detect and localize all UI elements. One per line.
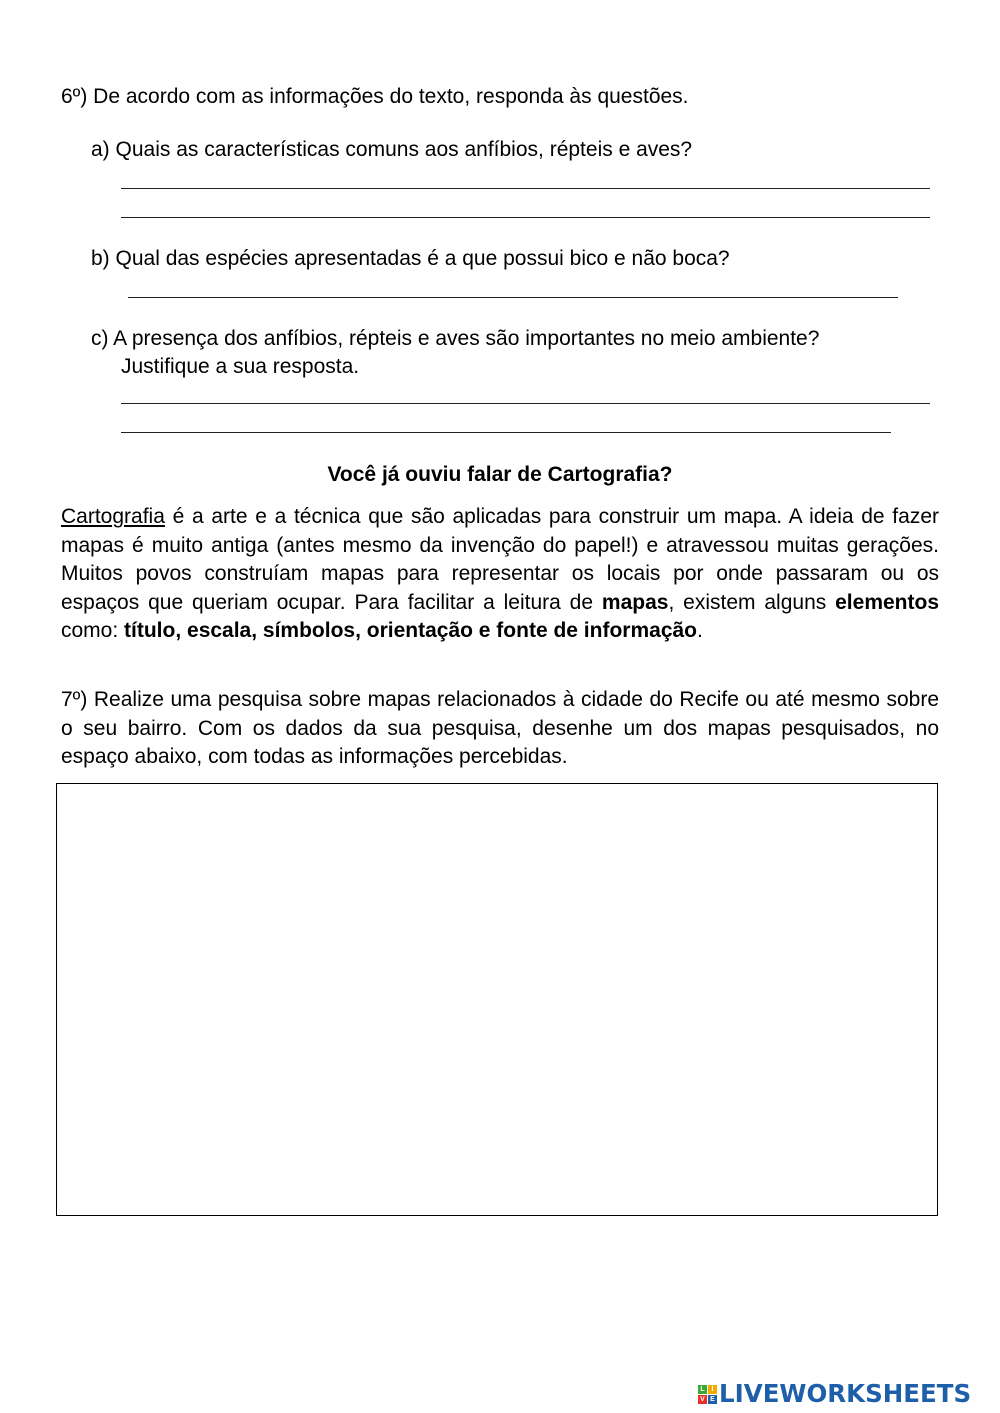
cartography-text-4: . <box>697 619 703 643</box>
liveworksheets-logo-icon <box>698 1385 717 1404</box>
logo-letter-l: L <box>698 1385 707 1394</box>
map-drawing-area[interactable] <box>56 783 938 1216</box>
cartography-text-1: é a arte e a técnica que são aplicadas para construir um mapa. A ideia de fazer mapas é muito antiga (antes mesmo da invenção do papel!) e atravessou muitas gerações. Muitos povos construíam mapas para representar os locais por onde passaram ou os espaços que queriam ocupar. Para facilitar a leitura de <box>61 505 939 614</box>
cartography-term: Cartografia <box>61 505 165 528</box>
logo-letter-i: I <box>708 1385 717 1394</box>
answer-line-6a-1[interactable] <box>121 188 930 189</box>
logo-letter-v: V <box>698 1395 707 1404</box>
cartography-title: Você já ouviu falar de Cartografia? <box>327 463 673 486</box>
cartography-text-3: como: <box>61 619 125 643</box>
liveworksheets-logo <box>698 1380 971 1408</box>
question-7-text: 7º) Realize uma pesquisa sobre mapas relacionados à cidade do Recife ou até mesmo sobre o seu bairro. Com os dados da sua pesquisa, desenhe um dos mapas pesquisados, no espaço abaixo, com todas as informações percebidas. <box>61 688 939 769</box>
question-6b-text: b) Qual das espécies apresentadas é a que possui bico e não boca? <box>91 247 730 270</box>
question-6-heading: 6º) De acordo com as informações do texto, responda às questões. <box>61 85 689 108</box>
bold-element-list: título, escala, símbolos, orientação e fonte de informação <box>124 619 697 643</box>
answer-line-6a-2[interactable] <box>121 217 930 218</box>
answer-line-6c-2[interactable] <box>121 432 891 433</box>
answer-line-6c-1[interactable] <box>121 403 930 404</box>
question-6c-text: c) A presença dos anfíbios, répteis e aves são importantes no meio ambiente? <box>91 327 820 350</box>
liveworksheets-logo-text: LIVEWORKSHEETS <box>719 1379 972 1408</box>
logo-letter-e: E <box>708 1395 717 1404</box>
cartography-paragraph <box>61 503 939 646</box>
bold-mapas: mapas <box>601 590 669 614</box>
bold-elementos: elementos <box>835 590 939 614</box>
cartography-text-2: , existem alguns <box>668 590 836 614</box>
question-6c-text-continued: Justifique a sua resposta. <box>121 355 360 378</box>
question-6a-text: a) Quais as características comuns aos anfíbios, répteis e aves? <box>91 138 693 161</box>
answer-line-6b[interactable] <box>128 297 898 298</box>
